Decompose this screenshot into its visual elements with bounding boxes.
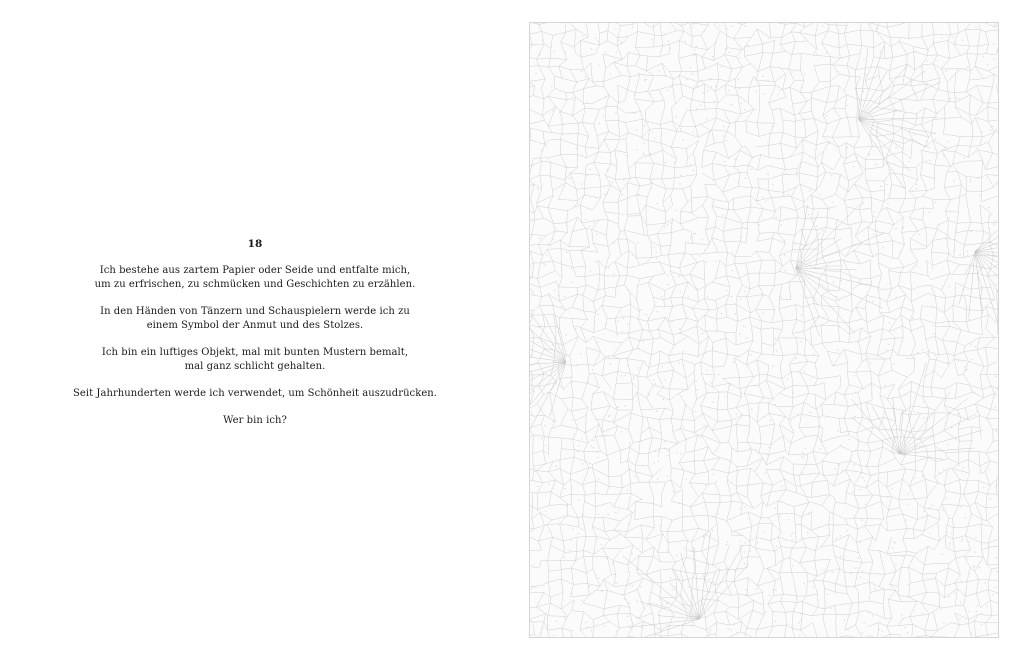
riddle-stanza-2 (60, 305, 450, 333)
riddle-line: einem Symbol der Anmut und des Stolzes. (146, 320, 364, 331)
fan-burst (796, 205, 885, 337)
riddle-line: um zu erfrischen, zu schmücken und Geschichten zu erzählen. (94, 279, 416, 290)
riddle-number: 18 (247, 238, 263, 250)
riddle-text-block (60, 237, 450, 441)
riddle-line: Ich bin ein luftiges Objekt, mal mit bunten Mustern bemalt, (101, 347, 409, 358)
fan-burst (623, 531, 749, 637)
riddle-stanza-3 (60, 346, 450, 374)
riddle-stanza-1 (60, 264, 450, 292)
fan-burst (851, 362, 983, 459)
riddle-line: Ich bestehe aus zartem Papier oder Seide und entfalte mich, (99, 265, 411, 276)
puzzle-line-art (530, 23, 998, 637)
color-by-number-puzzle (529, 22, 999, 638)
riddle-line: Seit Jahrhunderten werde ich verwendet, um Schönheit auszudrücken. (72, 388, 438, 399)
riddle-line: In den Händen von Tänzern und Schauspielern werde ich zu (100, 306, 410, 317)
riddle-line: Wer bin ich? (223, 415, 287, 426)
riddle-question (60, 414, 450, 428)
puzzle-cell-lines (530, 23, 998, 637)
riddle-line: mal ganz schlicht gehalten. (184, 361, 326, 372)
fan-burst (959, 205, 998, 341)
fan-burst (530, 284, 566, 432)
fan-burst (855, 46, 941, 189)
puzzle-cell-marks (530, 23, 998, 636)
riddle-stanza-4 (60, 387, 450, 401)
puzzle-cells (530, 23, 998, 637)
